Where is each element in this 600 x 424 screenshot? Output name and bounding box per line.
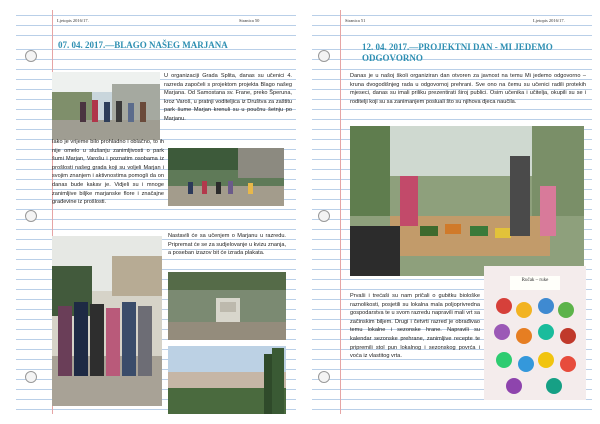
paragraph-body: Iako je vrijeme bilo prohladno i oblačno, to ih nije omelo u slušanju zanimljivosti o park šumi Marjan, Varošu i poznatim osobama iz prošlosti našeg grada koji su voljeli Marjan i svojim znanjem i aktivnostima pomogli da on danas bude kakav je. Vidjeli su i mnoge zanimljive biljke marjanske flore i značajne građevine iz prošlosti. [52,139,164,206]
poster-text: Ručak – ruke [521,278,549,283]
paragraph-intro: Danas je u našoj školi organiziran dan otvoren za javnost na temu Mi jedemo odgovorno – kruna dvogodišnjeg rada u odgovornoj prehrani. Sve ono na čemu su učenici radili protekih mjeseci, danas su imali priliku prezentirati široj publici. Osim učenika i učitelja, okupili su se i roditelji koji su sa zanimanjem posluali što su njihova djeca naučila. [350,73,586,105]
binder-ring [25,50,37,62]
paragraph-body: Prvaši i trećaši su nam pričali o gubitku biološke raznolikosti, posjetili su lokalna mala poljoprivredna gospodarstva te u svom razredu napravili mali vrt sa začinskim biljem. Drugi i četvrti razred je obrađivao temu lokalne i sezonske hrane. Napravili su kalendar sezonske prehrane, zanimljive recepte te pripremili stol pun lokalnog i sezonskog povrća i voća iz vlastitog vrta. [350,293,480,360]
page-header-right: Ljetopis 2016/17. [533,18,565,23]
photo-city-view [168,346,286,414]
page-header-left: Ljetopis 2016/17. [57,18,89,23]
page-number: Stranica 51 [345,18,366,23]
binder-ring [25,210,37,222]
poster-handprints [484,266,586,400]
photo-walking-group [168,148,284,206]
photo-kids-terrace [52,72,160,140]
binder-ring [25,371,37,383]
binder-ring [318,210,330,222]
photo-classroom [350,126,584,276]
margin-line [340,10,341,414]
article-title: 07. 04. 2017.—BLAGO NAŠEG MARJANA [58,40,228,50]
page-number: Stranica 50 [239,18,260,23]
binder-ring [318,50,330,62]
right-page [312,10,592,414]
article-title: 12. 04. 2017.—PROJEKTNI DAN - MI JEDEMO ODGOVORNO [362,42,553,63]
photo-children-group [52,236,162,406]
paragraph-closing: Nastavili će sa učenjem o Marjanu u razredu. Pripremat će se za sudjelovanje u kvizu znanja, a poseban izazov bit će izrada plakata. [168,233,286,257]
paragraph-intro: U organizaciji Grada Splita, danas su učenici 4. razreda započeli s projektom projekta Blago našeg Marjana. Od Samostana sv. Frane, preko Šperuna, kroz Varoš, u pratnji voditeljica iz Društva za zaštitu park šume Marjan krenuli su u poučnu šetnju po Marjanu. [164,73,292,122]
binder-ring [318,371,330,383]
left-page [16,10,296,414]
photo-monument [168,272,286,340]
